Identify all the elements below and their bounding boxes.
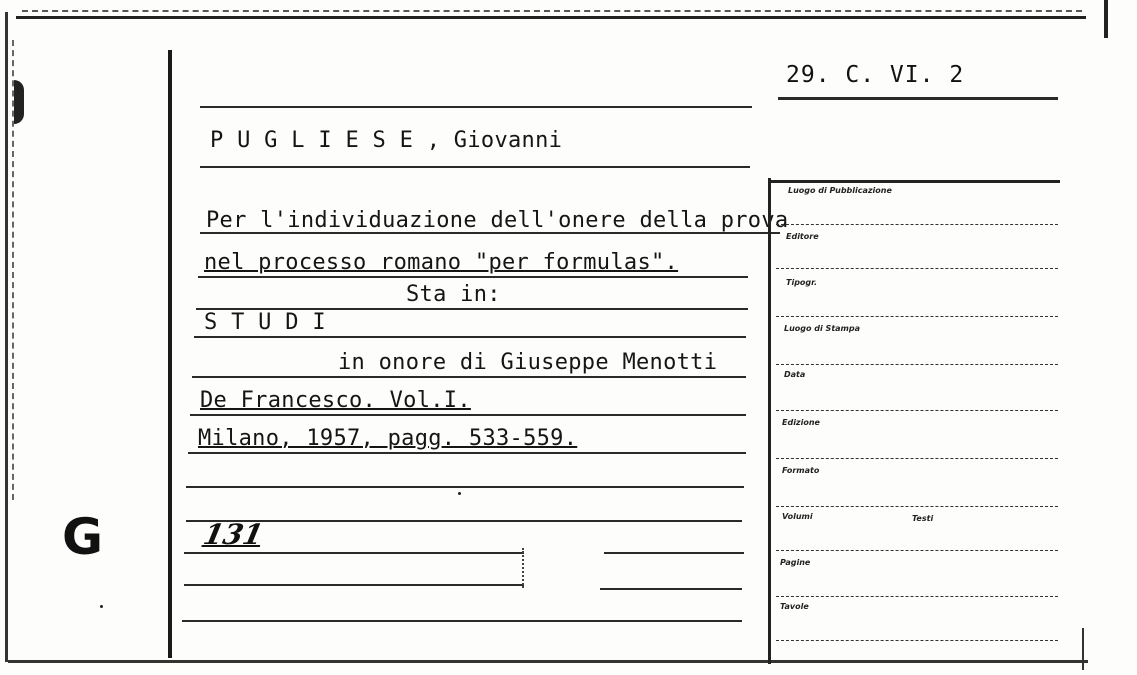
field-label-pagine: Pagine [780, 558, 811, 567]
field-line [776, 268, 1058, 269]
card-edge-right-top [1104, 0, 1108, 38]
field-label-data: Data [784, 370, 806, 379]
handwritten-number: 131 [200, 518, 266, 551]
card-punch-notch [14, 80, 24, 124]
sta-in-label: Sta in: [406, 282, 501, 307]
card-edge-top-perforation [22, 10, 1082, 12]
title-line-2: nel processo romano "per formulas". [204, 250, 679, 275]
ruled-line [182, 620, 742, 622]
field-label-volumi: Volumi [782, 512, 813, 521]
series-title: S T U D I [204, 310, 326, 335]
call-number-rule [778, 97, 1058, 100]
ruled-line [194, 336, 746, 338]
ruled-line [184, 552, 524, 554]
title-line-1: Per l'individuazione dell'onere della prova [206, 208, 789, 233]
field-line [776, 364, 1058, 365]
ruled-line [188, 452, 746, 454]
ruled-line [200, 166, 750, 168]
field-label-formato: Formato [782, 466, 820, 475]
call-number: 29. C. VI. 2 [786, 62, 965, 88]
series-line-2: in onore di Giuseppe Menotti [338, 350, 718, 375]
ruled-line [192, 376, 746, 378]
field-label-luogo-pubblicazione: Luogo di Pubblicazione [788, 186, 892, 195]
ruled-line [198, 276, 748, 278]
dotted-mark [522, 548, 524, 588]
field-label-editore: Editore [786, 232, 819, 241]
field-line [776, 410, 1058, 411]
field-line [776, 596, 1058, 597]
field-line [776, 550, 1058, 551]
ruled-line [600, 588, 742, 590]
field-line [776, 640, 1058, 641]
field-label-luogo-stampa: Luogo di Stampa [784, 324, 860, 333]
ink-dot [100, 605, 103, 608]
card-edge-left [5, 12, 8, 662]
field-label-edizione: Edizione [782, 418, 820, 427]
card-edge-top [16, 16, 1086, 19]
card-margin-rule [168, 50, 172, 658]
form-box-top [770, 180, 1060, 183]
ruled-line [190, 414, 746, 416]
ruled-line [184, 584, 524, 586]
ink-dot [458, 492, 461, 495]
author-name: P U G L I E S E , Giovanni [210, 128, 563, 153]
series-line-3: De Francesco. Vol.I. [200, 388, 471, 413]
field-line [776, 506, 1058, 507]
card-edge-right-bottom [1082, 628, 1084, 670]
ruled-line [200, 106, 752, 108]
ruled-line [186, 520, 742, 522]
ruled-line [604, 552, 744, 554]
field-line [776, 458, 1058, 459]
section-letter: G [62, 508, 104, 566]
field-label-tavole: Tavole [780, 602, 809, 611]
imprint-line: Milano, 1957, pagg. 533-559. [198, 426, 578, 451]
ruled-line [186, 486, 744, 488]
field-line [776, 224, 1058, 225]
field-line [776, 316, 1058, 317]
form-box-left [768, 178, 771, 664]
field-label-tipogr: Tipogr. [786, 278, 817, 287]
field-label-testi: Testi [912, 514, 934, 523]
card-edge-bottom [8, 660, 1088, 663]
